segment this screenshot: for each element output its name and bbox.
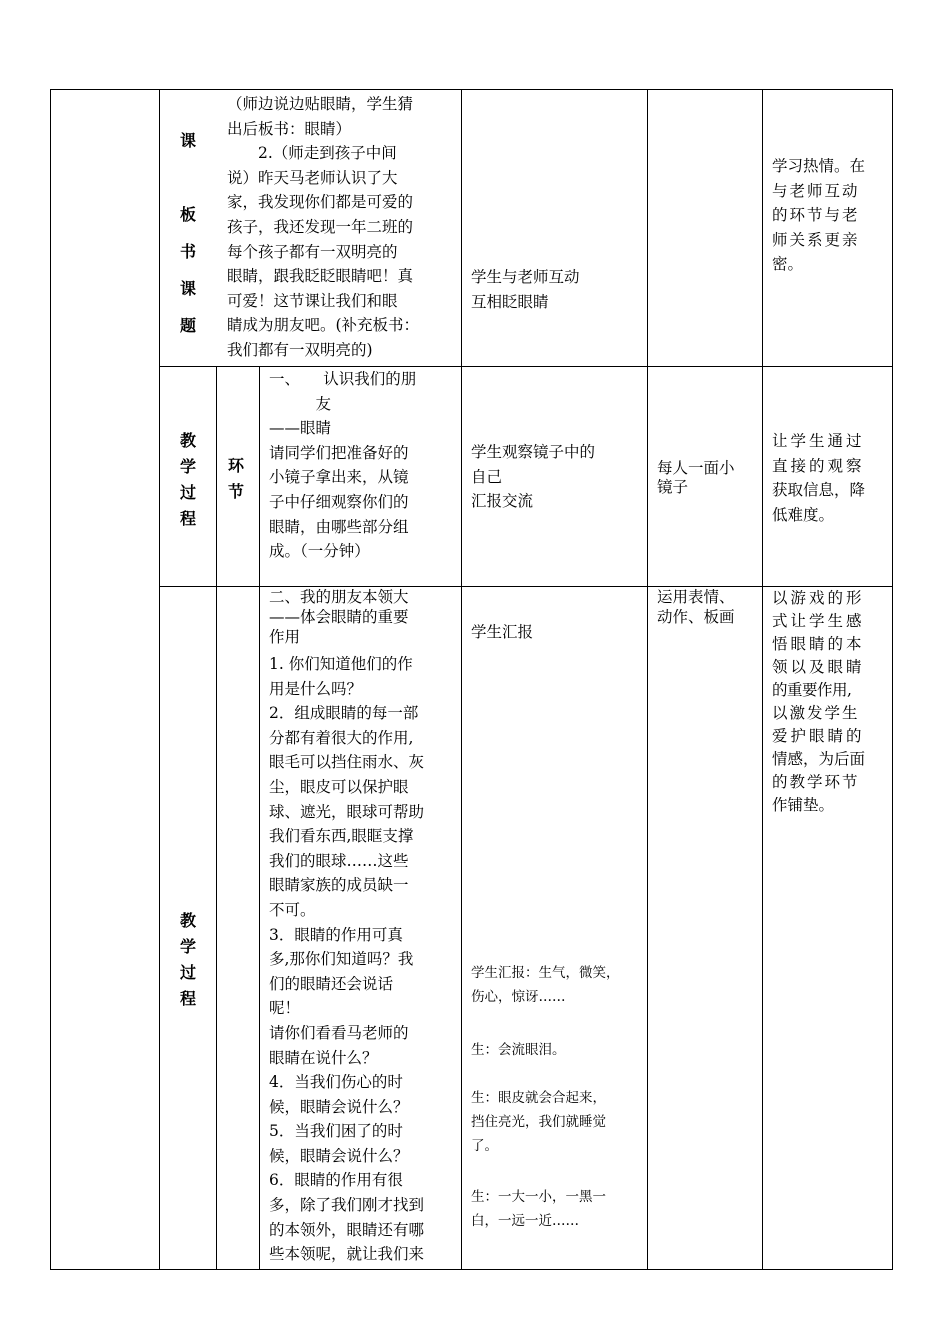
grid-line <box>461 89 462 1270</box>
grid-line <box>159 89 160 1270</box>
grid-line <box>762 89 763 1270</box>
grid-line <box>216 366 217 1270</box>
row-label: 教 学 过 程 <box>179 911 196 1008</box>
student-answer: 生：眼皮就会合起来， 挡住亮光，我们就睡觉 了。 <box>471 1090 606 1154</box>
grid-line <box>50 89 893 90</box>
grid-line <box>50 89 51 1270</box>
media-cell: 运用表情、 动作、板画 <box>657 588 735 626</box>
grid-line <box>259 366 260 1270</box>
content-cell: 一、 认识我们的朋 友 ——眼睛 请同学们把准备好的 小镜子拿出来，从镜 子中仔细观察你们的 眼睛，由哪些部分组 成。（一分钟） <box>269 370 417 561</box>
section-label: 环 节 <box>227 456 244 501</box>
student-activity-cell: 学生与老师互动 互相眨眼睛 <box>471 268 580 311</box>
student-answer: 生：一大一小，一黑一 白，一远一近…… <box>471 1189 606 1229</box>
content-cell: 二、我的朋友本领大 ——体会眼睛的重要 作用 1. 你们知道他们的作 用是什么吗？ 2．组成眼睛的每一部 分都有着很大的作用, 眼毛可以挡住雨水、灰 尘，眼皮可以保护眼 球、遮光，眼球可帮助 我们看东西,眼眶支撑 我们的眼球……这些 眼睛家族的成员缺一 不可。 3．眼睛的作用可真 多,那你们知道吗？我 们的眼睛还会说话 呢！ 请你们看看马老师的 眼睛在说什么？ 4．当我们伤心的时 候，眼睛会说什么？ 5．当我们困了的时 候，眼睛会说什么？ 6．眼睛的作用有很 多，除了我们刚才找到 的本领外，眼睛还有哪 些本领呢，就让我们来 <box>269 588 425 1264</box>
media-cell: 每人一面小 镜子 <box>657 459 735 496</box>
student-report-heading: 学生汇报 <box>471 623 534 641</box>
purpose-cell: 学习热情。在 与老师互动 的环节与老 师关系更亲 密。 <box>772 157 866 274</box>
purpose-cell: 让学生通过 直接的观察 获取信息，降 低难度。 <box>772 432 866 524</box>
grid-line <box>647 89 648 1270</box>
row-label: 教 学 过 程 <box>179 431 196 528</box>
student-answer: 学生汇报：生气，微笑， 伤心，惊讶…… <box>471 965 620 1005</box>
content-cell: （师边说边贴眼睛，学生猜 出后板书：眼睛） 2.（师走到孩子中间 说）昨天马老师认识了大 家，我发现你们都是可爱的 孩子，我还发现一年二班的 每个孩子都有一双明亮的 眼睛，跟我眨眨眼睛吧！真 可爱！这节课让我们和眼 睛成为朋友吧。(补充板书： 我们都有一双明亮的) <box>227 95 420 359</box>
grid-line <box>50 1269 893 1270</box>
row-label: 课 板 书 课 题 <box>179 131 196 335</box>
student-answer: 生：会流眼泪。 <box>471 1042 566 1058</box>
student-activity-cell: 学生观察镜子中的 自己 汇报交流 <box>471 443 596 511</box>
grid-line <box>892 89 893 1270</box>
purpose-cell: 以游戏的形 式让学生感 悟眼睛的本 领以及眼睛 的重要作用, 以激发学生 爱护眼睛的 情感，为后面 的教学环节 作铺垫。 <box>772 589 866 814</box>
